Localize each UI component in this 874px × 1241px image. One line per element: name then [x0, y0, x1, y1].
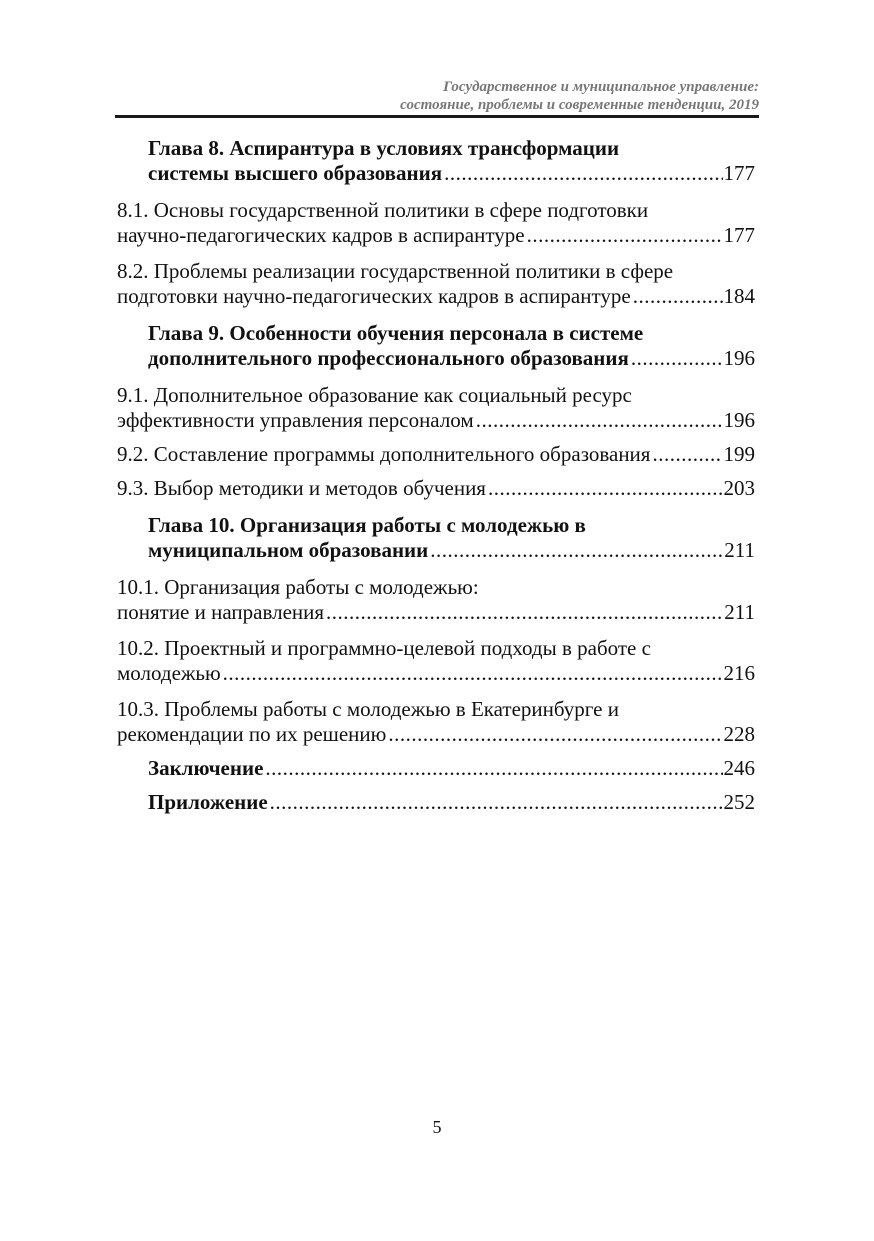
- dot-leader: [527, 223, 723, 248]
- toc-page-number: 252: [723, 790, 755, 814]
- dot-leader: [265, 756, 722, 781]
- dot-leader: [326, 600, 723, 625]
- page-number: 5: [432, 1117, 442, 1137]
- toc-entry-title-line: дополнительного профессионального образования: [148, 346, 629, 370]
- running-header-line-2: состояние, проблемы и современные тенденции, 2019: [400, 97, 759, 113]
- toc-entry-title-line: 10.3. Проблемы работы с молодежью в Екатеринбурге и: [117, 697, 619, 721]
- dot-leader: [488, 476, 723, 501]
- toc-page-number: 177: [723, 223, 755, 247]
- toc-section-9-2[interactable]: [117, 442, 755, 467]
- toc-entry-title-line: молодежью: [117, 661, 221, 685]
- toc-appendix[interactable]: [117, 790, 755, 815]
- toc-page-number: 211: [724, 538, 755, 562]
- toc-entry-title-line: 8.1. Основы государственной политики в сфере подготовки: [117, 198, 649, 222]
- toc-page-number: 203: [723, 476, 755, 500]
- toc-entry-title-line: муниципальном образовании: [148, 538, 429, 562]
- toc-section-8-1[interactable]: [117, 198, 755, 248]
- header-rule: [115, 115, 759, 118]
- toc-page-number: 196: [723, 346, 755, 370]
- dot-leader: [223, 661, 723, 686]
- toc-section-10-1[interactable]: [117, 575, 755, 625]
- toc-section-9-1[interactable]: [117, 383, 755, 433]
- running-header: [115, 78, 759, 114]
- toc-chapter-9[interactable]: [117, 321, 755, 371]
- toc-entry-title-line: Заключение: [148, 756, 264, 780]
- toc-section-10-3[interactable]: [117, 697, 755, 747]
- toc-entry-title-line: Глава 9. Особенности обучения персонала в системе: [148, 321, 644, 345]
- toc-entry-title-line: рекомендации по их решению: [117, 722, 387, 746]
- toc-page-number: 177: [723, 161, 755, 185]
- toc-entry-title-line: подготовки научно-педагогических кадров в аспирантуре: [117, 284, 631, 308]
- toc-entry-title-line: 9.3. Выбор методики и методов обучения: [117, 476, 486, 500]
- toc-section-9-3[interactable]: [117, 476, 755, 501]
- toc-page-number: 184: [723, 284, 755, 308]
- toc-page-number: 246: [723, 756, 755, 780]
- toc-page-number: 196: [723, 408, 755, 432]
- toc-entry-title-line: Приложение: [148, 790, 268, 814]
- toc-entry-title-line: эффективности управления персоналом: [117, 408, 474, 432]
- dot-leader: [430, 538, 723, 563]
- toc-entry-title-line: Глава 10. Организация работы с молодежью в: [148, 513, 586, 537]
- table-of-contents: [117, 136, 755, 815]
- dot-leader: [652, 442, 722, 467]
- toc-entry-title-line: научно-педагогических кадров в аспирантуре: [117, 223, 525, 247]
- toc-chapter-8[interactable]: [117, 136, 755, 186]
- toc-conclusion[interactable]: [117, 756, 755, 781]
- toc-page-number: 199: [723, 442, 755, 466]
- toc-entry-title-line: 9.2. Составление программы дополнительного образования: [117, 442, 651, 466]
- toc-page-number: 216: [723, 661, 755, 685]
- dot-leader: [270, 790, 723, 815]
- toc-entry-title-line: 10.2. Проектный и программно-целевой подходы в работе с: [117, 636, 651, 660]
- toc-section-10-2[interactable]: [117, 636, 755, 686]
- toc-entry-title-line: 10.1. Организация работы с молодежью:: [117, 575, 479, 599]
- toc-page-number: 228: [723, 722, 755, 746]
- dot-leader: [444, 161, 722, 186]
- dot-leader: [633, 284, 723, 309]
- toc-entry-title-line: 9.1. Дополнительное образование как социальный ресурс: [117, 383, 632, 407]
- toc-entry-title-line: системы высшего образования: [148, 161, 443, 185]
- dot-leader: [631, 346, 723, 371]
- running-header-line-1: Государственное и муниципальное управление:: [443, 79, 759, 95]
- dot-leader: [388, 722, 722, 747]
- toc-section-8-2[interactable]: [117, 259, 755, 309]
- toc-entry-title-line: Глава 8. Аспирантура в условиях трансформации: [148, 136, 620, 160]
- toc-entry-title-line: 8.2. Проблемы реализации государственной политики в сфере: [117, 259, 674, 283]
- dot-leader: [476, 408, 723, 433]
- toc-page-number: 211: [724, 600, 755, 624]
- toc-entry-title-line: понятие и направления: [117, 600, 325, 624]
- toc-chapter-10[interactable]: [117, 513, 755, 563]
